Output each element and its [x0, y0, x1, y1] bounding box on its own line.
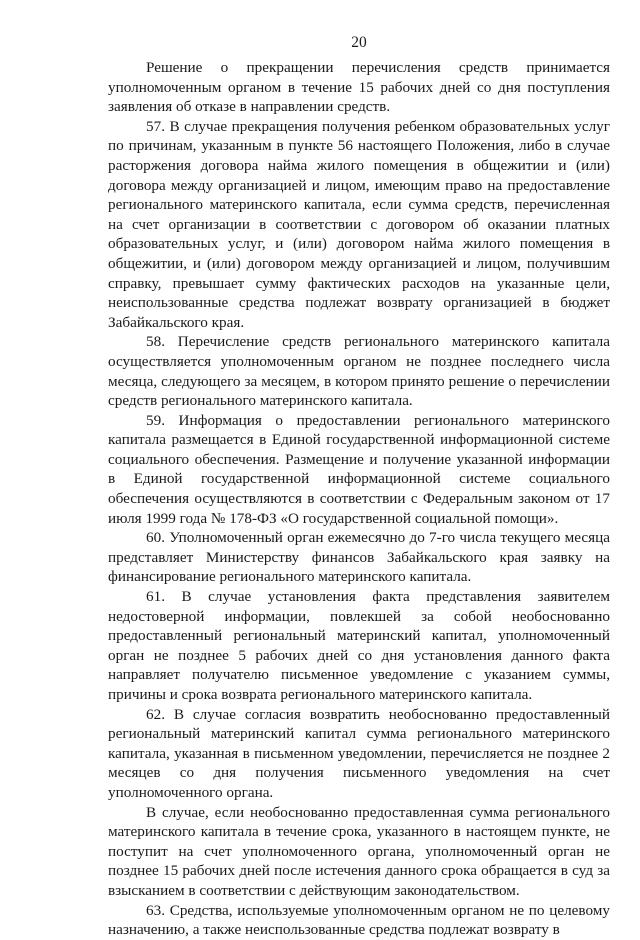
page-number: 20 — [351, 34, 367, 51]
paragraph-59: 59. Информация о предоставлении регионального материнского капитала размещается в Единой государственной информационной системе социального обеспечения. Размещение и получение указанной информации в Единой государственной информационной системе социального обеспечения осуществляются в соответствии с Федеральным законом от 17 июля 1999 года № 178-ФЗ «О государственной социальной помощи». — [108, 411, 610, 527]
paragraph-58: 58. Перечисление средств регионального материнского капитала осуществляется уполномоченным органом не позднее последнего числа месяца, следующего за месяцем, в котором принято решение о перечислении средств регионального материнского капитала. — [108, 333, 610, 410]
paragraph-63: 63. Средства, используемые уполномоченным органом не по целевому назначению, а также неиспользованные средства подлежат возврату в — [108, 901, 610, 939]
paragraph-62: 62. В случае согласия возвратить необоснованно предоставленный региональный материнский капитал сумма регионального материнского капитала, указанная в письменном уведомлении, перечисляется не позднее 2 месяцев со дня получения письменного уведомления на счет уполномоченного органа. — [108, 705, 610, 801]
document-body — [108, 58, 610, 940]
paragraph-decision-termination: Решение о прекращении перечисления средств принимается уполномоченным органом в течение 15 рабочих дней со дня поступления заявления об отказе в направлении средств. — [108, 59, 610, 116]
paragraph-62-continued: В случае, если необоснованно предоставленная сумма регионального материнского капитала в течение срока, указанного в настоящем пункте, не поступит на счет уполномоченного органа, уполномоченный орган не позднее 15 рабочих дней после истечения данного срока обращается в суд за взысканием в соответствии с действующим законодательством. — [108, 803, 610, 899]
paragraph-60: 60. Уполномоченный орган ежемесячно до 7-го числа текущего месяца представляет Министерству финансов Забайкальского края заявку на финансирование регионального материнского капитала. — [108, 529, 610, 586]
paragraph-57: 57. В случае прекращения получения ребенком образовательных услуг по причинам, указанным в пункте 56 настоящего Положения, либо в случае расторжения договора найма жилого помещения в общежитии и (или) договора между организацией и лицом, имеющим право на предоставление регионального материнского капитала, если сумма средств, перечисленная на счет организации в соответствии с договором об оказании платных образовательных услуг, и (или) договором найма жилого помещения в общежитии, и (или) договором между организацией и лицом, получившим справку, превышает сумму фактических расходов на указанные цели, неиспользованные средства подлежат возврату организацией в бюджет Забайкальского края. — [108, 117, 610, 331]
paragraph-61: 61. В случае установления факта представления заявителем недостоверной информации, повлекшей за собой необоснованно предоставленный региональный материнский капитал, уполномоченный орган не позднее 5 рабочих дней со дня установления данного факта направляет получателю письменное уведомление с указанием суммы, причины и срока возврата регионального материнского капитала. — [108, 588, 610, 703]
